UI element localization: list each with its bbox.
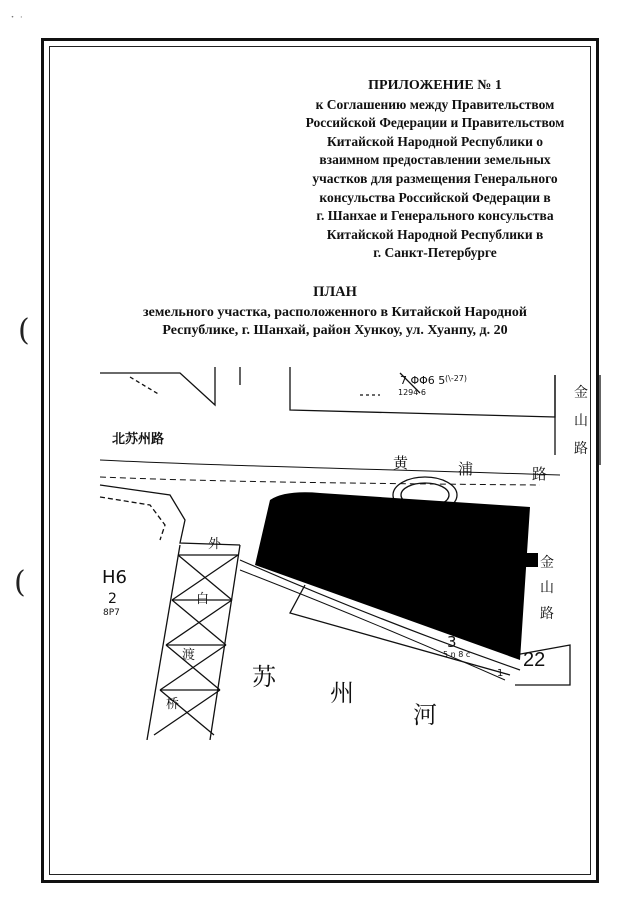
street-label-huangpu: 黄: [393, 454, 409, 472]
bridge-truss: [154, 690, 220, 735]
top-plot-label: 7 ΦΦ6 5: [400, 374, 446, 387]
street-label-jinshan: 路: [540, 606, 554, 622]
plan-block: [95, 283, 575, 341]
plan-line: земельного участка, расположенного в Китайской Народной: [142, 304, 527, 320]
annex-line: г. Санкт-Петербурге: [373, 245, 497, 261]
street-label-north-suzhou: 北苏州路: [112, 432, 165, 447]
bridge-edge: [210, 545, 240, 740]
margin-mark: (: [18, 313, 30, 348]
plan-title: ПЛАН: [313, 284, 357, 300]
building-outline: [100, 367, 215, 405]
annex-line: Китайской Народной Республики в: [326, 226, 544, 242]
parcel-sub: 2: [108, 591, 117, 607]
street-label-huangpu: 路: [532, 465, 548, 483]
plot-number-22: 22: [523, 649, 546, 671]
annex-line: Российской Федерации и Правительством: [305, 115, 565, 131]
street-label-jinshan: 金: [540, 555, 554, 571]
parcel-code: H6: [102, 567, 127, 588]
annex-line: взаимном предоставлении земельных: [319, 152, 551, 168]
annex-line: Китайской Народной Республики о: [326, 133, 544, 149]
annex-heading: ПРИЛОЖЕНИЕ № 1: [368, 78, 502, 93]
corner-mark: ・ ·: [8, 13, 23, 23]
parcel-area: 8P7: [103, 608, 120, 618]
bridge-label: 外: [208, 537, 222, 552]
road-edge: [100, 477, 540, 485]
bridge-label: 渡: [182, 648, 196, 663]
annex-block: [250, 77, 620, 263]
plot-small-label: 5 n 8 c: [443, 650, 471, 659]
site-plan-map: [0, 355, 640, 740]
plot-number: 3: [447, 633, 457, 651]
top-plot-sub: 1294 6: [398, 388, 426, 397]
consulate-parcel: [255, 492, 530, 660]
street-label-jinshan: 山: [574, 413, 588, 429]
annex-line: к Соглашению между Правительством: [315, 96, 555, 112]
margin-mark: (: [14, 565, 26, 600]
bridge-label: 白: [196, 592, 210, 607]
plot-number: 1: [497, 668, 504, 679]
annex-line: консульства Российской Федерации в: [319, 189, 551, 205]
street-label-jinshan: 山: [540, 580, 554, 596]
annex-line: участков для размещения Генерального: [312, 170, 558, 186]
road-edge: [100, 460, 560, 475]
street-label-jinshan: 金: [574, 385, 588, 401]
street-label-huangpu: 浦: [458, 460, 474, 478]
bridge-label: 桥: [166, 697, 180, 712]
annex-line: г. Шанхае и Генерального консульства: [316, 208, 554, 224]
building-outline: [130, 377, 160, 395]
parcel-outline: [100, 497, 165, 540]
river-label: 河: [413, 701, 437, 729]
site-plan-drawing: [0, 355, 640, 740]
plan-line: Республике, г. Шанхай, район Хункоу, ул. Хуанпу, д. 20: [162, 323, 508, 339]
river-label: 苏: [252, 663, 276, 691]
top-plot-note: (\-27): [445, 374, 468, 383]
river-label: 州: [330, 679, 354, 707]
street-label-jinshan: 路: [574, 441, 588, 457]
consulate-parcel-annex: [520, 553, 538, 567]
